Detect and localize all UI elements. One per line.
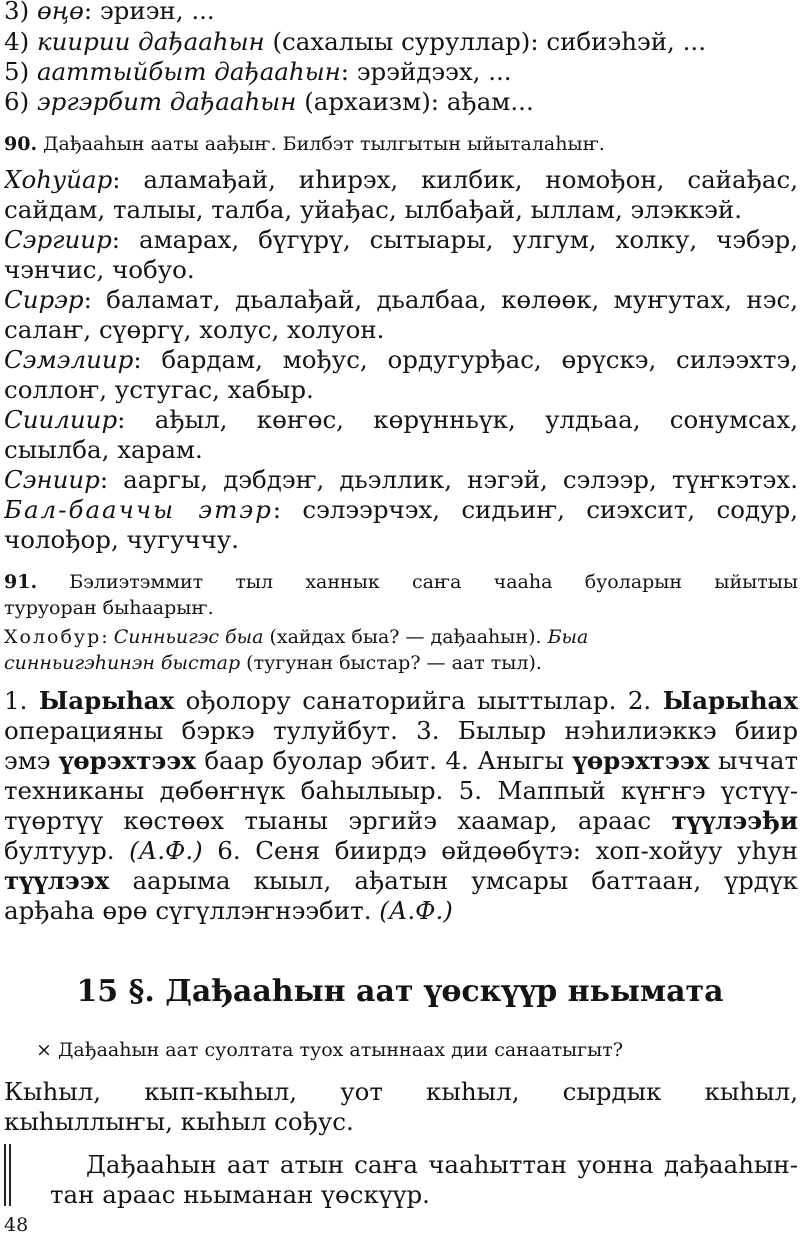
list-item: 6) эргэрбит дађааһын (архаизм): ађам...: [4, 87, 534, 116]
word-group-line: чолођор, чугуччу.: [4, 525, 240, 554]
word-group-line: Сэргиир: амарах, бүгүрү, сытыары, улгум, холку, чэбэр,: [4, 225, 798, 254]
list-item: 5) ааттыйбыт дађааһын: эрэйдээх, ...: [4, 57, 512, 86]
word-group-line: Хоһуйар: аламађай, иһирэх, килбик, номођон, сайађас,: [4, 165, 798, 194]
exercise-91-sample: Холобур: Синньигэс быа (хайдах быа? — дађааһын). Быа: [4, 626, 589, 648]
list-item: 4) киирии дађааһын (сахалыы суруллар): сибиэһэй, ...: [4, 27, 706, 56]
exercise-91-instruction: 91. Бэлиэтэммит тыл ханнык саҥа чааһа буоларын ыйытыы: [4, 571, 798, 593]
example-line: Кыһыл, кып-кыһыл, уот кыһыл, сырдык кыһыл,: [4, 1077, 798, 1106]
word-group-line: Сэмэлиир: бардам, мођус, ордугурђас, өрүскэ, силээхтэ,: [4, 345, 798, 374]
exercise-91-sample: синньигэһинэн быстар (тугунан быстар? — аат тыл).: [4, 652, 542, 674]
exercise-91-instruction: туруоран быһаарыҥ.: [4, 597, 214, 619]
word-group-line: Бал-бааччы этэр: сэлээрчэх, сидьиҥ, сиэхсит, содур,: [4, 495, 798, 524]
exercise-91-text-line: операцияны бэркэ тулуйбут. 3. Былыр нэһилиэккэ биир: [4, 716, 798, 745]
example-line: кыһыллыҥы, кыһыл сођус.: [4, 1107, 354, 1136]
rule-line: Дађааһын аат атын саҥа чааһыттан уонна дађааһын-: [86, 1150, 798, 1179]
word-group-line: Сирэр: баламат, дьалађай, дьалбаа, көлөөк, муҥутах, нэс,: [4, 285, 798, 314]
exercise-91-text-line: эмэ үөрэхтээх баар буолар эбит. 4. Аныгы үөрэхтээх ыччат: [4, 746, 798, 775]
exercise-91-text-line: арђаһа өрө сүгүллэҥнээбит. (А.Ф.): [4, 896, 453, 925]
rule-marker-bar: [9, 1144, 11, 1206]
word-group-line: чэнчис, чобуо.: [4, 255, 195, 284]
word-group-line: сыылба, харам.: [4, 435, 203, 464]
exercise-91-text-line: 1. Ыарыһах ођолору санаторийга ыыттылар. 2. Ыарыһах: [4, 686, 798, 715]
exercise-90-instruction: 90. Дађааһын ааты аађыҥ. Билбэт тылгытын ыйыталаһыҥ.: [4, 133, 605, 155]
word-group-line: Сиилиир: ађыл, көҥөс, көрүнньүк, улдьаа, сонумсах,: [4, 405, 798, 434]
rule-marker-bar: [4, 1144, 6, 1206]
section-question: × Дађааһын аат суолтата туох атыннаах дии санаатыгыт?: [36, 1039, 623, 1061]
rule-line: тан араас ньыманан үөскүүр.: [50, 1180, 430, 1209]
exercise-91-text-line: түүлээх аарыма кыыл, ађатын умсары баттаан, үрдүк: [4, 866, 798, 895]
section-title: 15 §. Дађааһын аат үөскүүр ньымата: [76, 974, 724, 1009]
word-group-line: салаҥ, сүөргү, холус, холуон.: [4, 315, 385, 344]
word-group-line: соллоҥ, устугас, хабыр.: [4, 375, 314, 404]
page-number: 48: [4, 1214, 29, 1236]
list-item: 3) өңө: эриэн, ...: [4, 0, 215, 25]
exercise-91-text-line: техниканы дөбөҥнүк баһылыыр. 5. Маппый күҥҥэ үстүү-: [4, 776, 798, 805]
word-group-line: сайдам, талыы, талба, уйађас, ылбађай, ыллам, элэккэй.: [4, 195, 743, 224]
word-group-line: Сэниир: ааргы, дэбдэҥ, дьэллик, нэгэй, сэлээр, түҥкэтэх.: [4, 465, 798, 494]
exercise-91-text-line: түөртүү көстөөх тыаны эргийэ хаамар, араас түүлээђи: [4, 806, 798, 835]
exercise-91-text-line: бултуур. (А.Ф.) 6. Сеня биирдэ өйдөөбүтэ: хоп-хойуу уһун: [4, 836, 798, 865]
